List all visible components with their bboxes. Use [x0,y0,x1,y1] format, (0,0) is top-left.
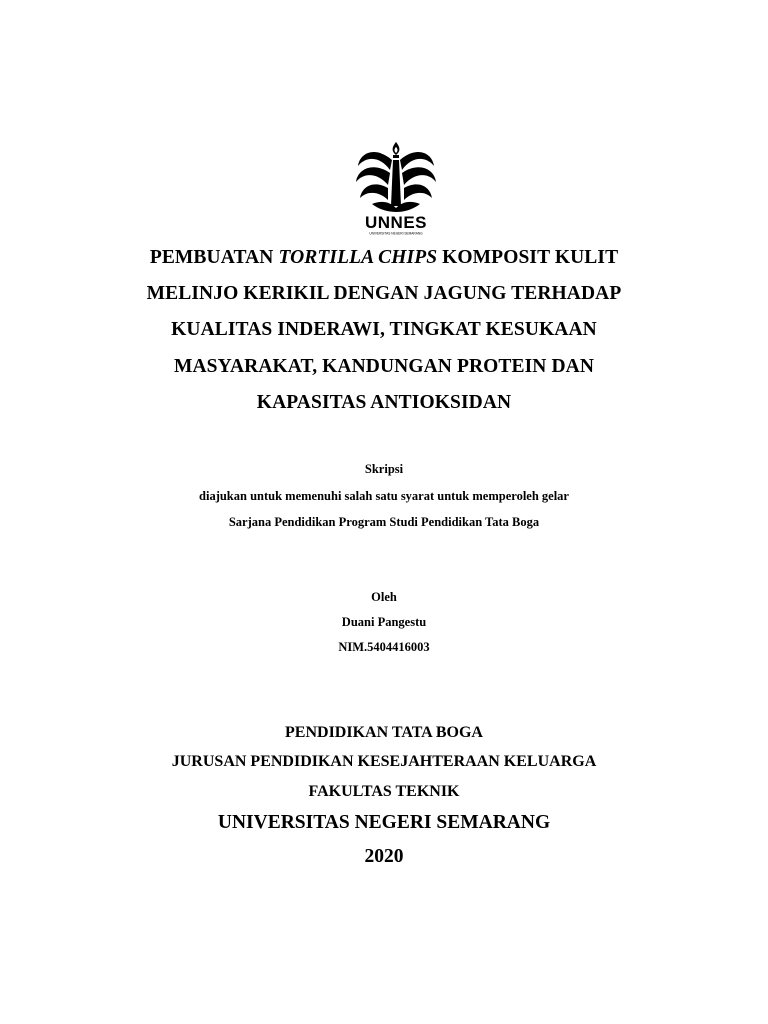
program-name: PENDIDIKAN TATA BOGA [285,724,483,741]
title-line-3: KUALITAS INDERAWI, TINGKAT KESUKAAN [171,319,597,341]
purpose-line-1: diajukan untuk memenuhi salah satu syarat untuk memperoleh gelar [199,489,569,503]
title-line-1 [0,240,768,276]
title-line-1-italic: TORTILLA CHIPS [278,247,438,268]
title-line-1-pre: PEMBUATAN [149,247,279,268]
thesis-title [0,240,768,421]
department-name: JURUSAN PENDIDIKAN KESEJAHTERAAN KELUARGA [171,753,597,770]
title-line-2: MELINJO KERIKIL DENGAN JAGUNG TERHADAP [146,283,622,305]
unnes-logo [354,140,438,236]
faculty-name: FAKULTAS TEKNIK [308,783,460,800]
title-line-4: MASYARAKAT, KANDUNGAN PROTEIN DAN [173,355,595,377]
title-line-1-post: KOMPOSIT KULIT [437,247,619,268]
university-name: UNIVERSITAS NEGERI SEMARANG [217,812,551,833]
author-name: Duani Pangestu [341,615,427,629]
purpose-line-2: Sarjana Pendidikan Program Studi Pendidikan Tata Boga [228,515,540,529]
emblem-leaves-icon [356,152,436,212]
flame-icon [393,142,400,158]
author-nim: NIM.5404416003 [338,640,430,654]
author-label: Oleh [371,590,397,604]
document-type: Skripsi [364,462,404,476]
title-line-5: KAPASITAS ANTIOKSIDAN [256,391,512,413]
logo-subtext: UNIVERSITAS NEGERI SEMARANG [369,231,423,236]
year: 2020 [364,846,404,867]
logo-wordmark: UNNES [364,213,428,232]
